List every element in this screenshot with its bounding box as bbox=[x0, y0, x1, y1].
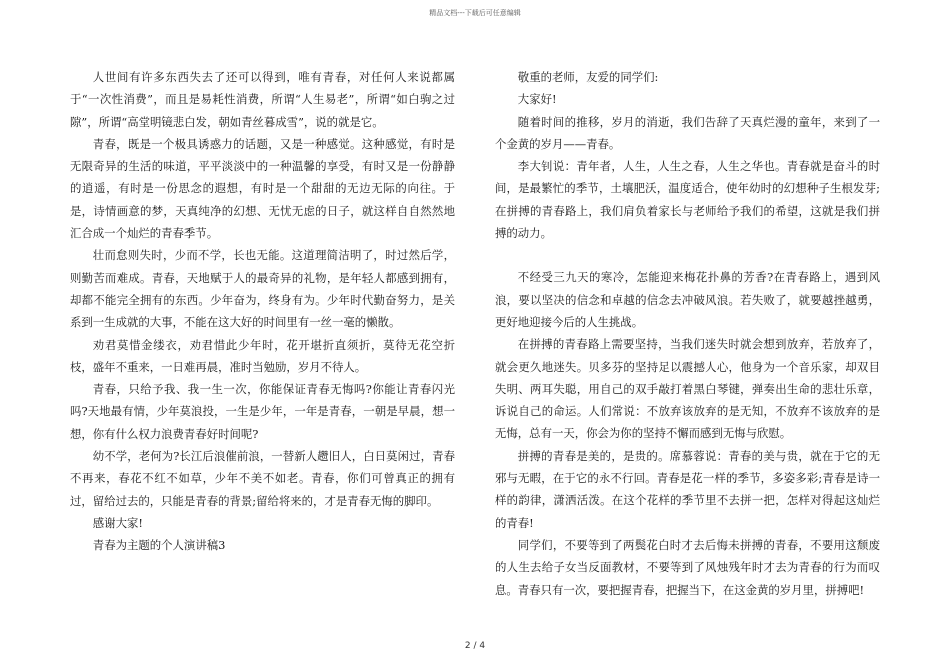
closing-line: 感谢大家! bbox=[92, 515, 143, 530]
page-number: 2 / 4 bbox=[464, 641, 486, 651]
paragraph: 幼不学，老何为?长江后浪催前浪，一替新人趱旧人，白日莫闲过，青春不再来，春花不红不如草，少年不美不如老。青春，你们可曾真正的拥有过，留给过去的，只能是青春的背景;留给将来的，才是青春无悔的脚印。 bbox=[70, 449, 455, 508]
paragraph: 人世间有许多东西失去了还可以得到，唯有青春，对任何人来说都属于“一次性消费”，而且是易耗性消费，所谓“人生易老”，所谓“如白驹之过隙”，所谓“高堂明镜悲白发，朝如青丝暮成雪”，说的就是它。 bbox=[70, 70, 455, 129]
left-column bbox=[70, 66, 455, 557]
paragraph: 壮而怠则失时，少而不学，长也无能。这道理简洁明了，时过然后学，则勤苦而难成。青春，天地赋于人的最奇异的礼物，是年轻人都感到拥有，却都不能完全拥有的东西。少年奋为，终身有为。少年时代勤奋努力，是关系到一生成就的大事，不能在这大好的时间里有一丝一毫的懒散。 bbox=[70, 248, 455, 330]
page-header: 精品文档---下载后可任意编辑 bbox=[429, 9, 521, 17]
paragraph: 李大钊说：青年者，人生，人生之春，人生之华也。青春就是奋斗的时间，是最繁忙的季节，土壤肥沃，温度适合，使年幼时的幻想种子生根发芽;在拼搏的青春路上，我们肩负着家长与老师给予我们的希望，这就是我们拼搏的动力。 bbox=[495, 159, 880, 241]
paragraph: 青春，只给予我、我一生一次，你能保证青春无悔吗?你能让青春闪光吗?天地最有情，少年莫浪投，一生是少年，一年是青春，一朝是早晨，想一想，你有什么权力浪费青春好时间呢? bbox=[70, 382, 455, 441]
salutation: 敬重的老师，友爱的同学们: bbox=[517, 70, 659, 84]
right-column bbox=[495, 66, 880, 601]
paragraph: 在拼搏的青春路上需要坚持，当我们迷失时就会想到放弃，若放弃了，就会更久地迷失。贝多芬的坚持足以震撼人心，他身为一个音乐家，却双目失明、两耳失聪，用自己的双手敲打着黑白琴键，弹奏出生命的悲壮乐章，诉说自己的命运。人们常说：不放弃该放弃的是无知，不放弃不该放弃的是无悔，总有一天，你会为你的坚持不懈而感到无悔与欣慰。 bbox=[495, 337, 880, 441]
paragraph: 劝君莫惜金缕衣，劝君惜此少年时，花开堪折直须折，莫待无花空折枝，盛年不重来，一日难再晨，准时当勉励，岁月不待人。 bbox=[70, 337, 455, 374]
greeting: 大家好! bbox=[517, 92, 557, 107]
paragraph: 随着时间的推移，岁月的消逝，我们告辞了天真烂漫的童年，来到了一个金黄的岁月——青春。 bbox=[495, 114, 880, 151]
section-title: 青春为主题的个人演讲稿3 bbox=[92, 538, 226, 553]
paragraph: 同学们，不要等到了两鬓花白时才去后悔未拼搏的青春，不要用这颓废的人生去给子女当反面教材，不要等到了风烛残年时才去为青春的行为而叹息。青春只有一次，要把握青春，把握当下，在这金黄的岁月里，拼搏吧! bbox=[495, 537, 880, 597]
paragraph: 青春，既是一个极具诱惑力的话题，又是一种感觉。这种感觉，有时是无限奇异的生活的味道，平平淡淡中的一种温馨的享受，有时又是一份静静的逍遥，有时是一份思念的遐想，有时是一个甜甜的无边无际的向往。于是，诗情画意的梦，天真纯净的幻想、无忧无虑的日子，就这样自自然然地汇合成一个灿烂的青春季节。 bbox=[70, 136, 455, 241]
paragraph: 不经受三九天的寒冷，怎能迎来梅花扑鼻的芳香?在青春路上，遇到风浪，要以坚决的信念和卓越的信念去冲破风浪。若失败了，就要越挫越勇，更好地迎接今后的人生挑战。 bbox=[495, 270, 880, 329]
paragraph: 拼搏的青春是美的，是贵的。席慕蓉说：青春的美与贵，就在于它的无邪与无暇，在于它的永不行回。青春是花一样的季节，多姿多彩;青春是诗一样的韵律，潇洒活泼。在这个花样的季节里不去拼一把，怎样对得起这灿烂的青春! bbox=[495, 448, 880, 530]
